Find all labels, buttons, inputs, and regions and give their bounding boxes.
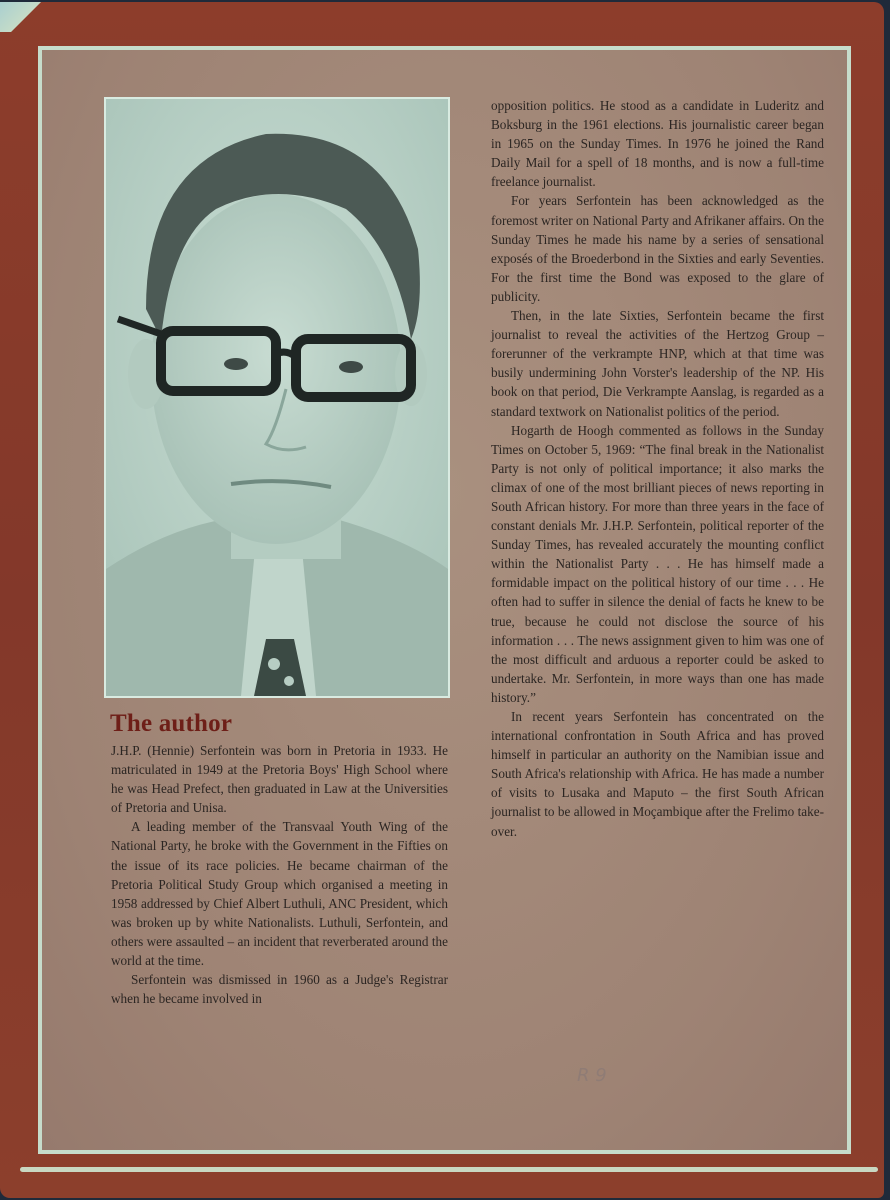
bio-paragraph: opposition politics. He stood as a candidate in Luderitz and Boksburg in the 1961 elections. His journalistic career began in 1965 on the Sunday Times. In 1976 he joined the Rand Daily Mail for a spell of 18 months, and is now a full-time freelance journalist. <box>491 98 824 190</box>
bio-paragraph: In recent years Serfontein has concentrated on the international confrontation in South Africa and has proved himself in particular an authority on the Namibian issue and South Africa's relationship with Africa. He has made a number of visits to Lusaka and Maputo – the first South African journalist to be allowed in Moçambique after the Frelimo take-over. <box>491 709 824 839</box>
bio-paragraph: Serfontein was dismissed in 1960 as a Judge's Registrar when he became involved in <box>111 972 448 1007</box>
bio-paragraph: Then, in the late Sixties, Serfontein became the first journalist to reveal the activities of the Hertzog Group – forerunner of the verkrampte HNP, which at that time was busily undermining John Vorster's leadership of the NP. His book on that period, Die Verkrampte Aanslag, is regarded as a standard textwork on Nationalist politics of the period. <box>491 308 824 419</box>
book-back-cover <box>0 2 884 1198</box>
quote-paragraph: Hogarth de Hoogh commented as follows in the Sunday Times on October 5, 1969: “The final break in the Nationalist Party is not only of political importance; it also marks the climax of one of the most brilliant pieces of news reporting in South African history. For more than three years in the face of constant denials Mr. J.H.P. Serfontein, political reporter of the Sunday Times, has revealed accurately the mounting conflict within the Nationalist Party . . . He has himself made a formidable impact on the political history of our time . . . He often had to suffer in silence the denial of facts he knew to be true, because he could not disclose the source of his information . . . The news assignment given to him was one of the most difficult and arduous a reporter could be asked to undertake. Mr. Serfontein, in more ways than one has made history.” <box>491 422 824 705</box>
section-heading: The author <box>110 710 233 737</box>
bio-paragraph: A leading member of the Transvaal Youth Wing of the National Party, he broke with the Government in the Fifties on the issue of its race policies. He became chairman of the Pretoria Political Study Group which organised a meeting in 1958 addressed by Chief Albert Luthuli, ANC President, which was broken up by white Nationalists. Luthuli, Serfontein, and others were assaulted – an incident that reverberated around the world at the time. <box>111 819 448 969</box>
bottom-rule-line <box>20 1167 878 1172</box>
worn-corner <box>0 2 44 32</box>
bio-paragraph: J.H.P. (Hennie) Serfontein was born in Pretoria in 1933. He matriculated in 1949 at the Pretoria Boys' High School where he was Head Prefect, then graduated in Law at the Universities of Pretoria and Unisa. <box>111 743 448 816</box>
portrait-icon <box>106 99 448 696</box>
author-photo <box>104 97 450 698</box>
bio-left-column <box>111 741 448 1008</box>
bio-paragraph: For years Serfontein has been acknowledged as the foremost writer on National Party and Afrikaner affairs. On the Sunday Times he made his name by a series of sensational exposés of the Broederbond in the Sixties and early Seventies. For the first time the Bond was exposed to the glare of publicity. <box>491 193 825 304</box>
handwritten-mark: R 9 <box>577 1065 607 1086</box>
bio-right-column <box>491 96 824 841</box>
